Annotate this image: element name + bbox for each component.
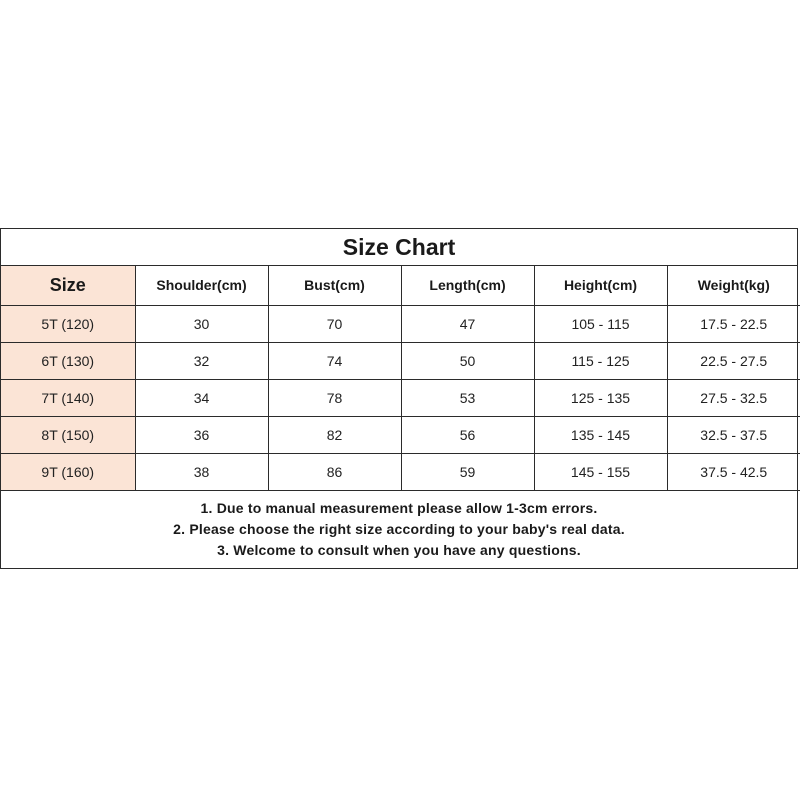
height-cell: 125 - 135 xyxy=(534,379,667,416)
size-chart xyxy=(0,228,798,569)
size-cell: 9T (160) xyxy=(1,453,135,490)
notes xyxy=(1,491,797,561)
weight-cell: 22.5 - 27.5 xyxy=(667,342,800,379)
bust-cell: 78 xyxy=(268,379,401,416)
size-cell: 8T (150) xyxy=(1,416,135,453)
length-cell: 50 xyxy=(401,342,534,379)
column-header-bust: Bust(cm) xyxy=(268,266,401,305)
size-cell: 6T (130) xyxy=(1,342,135,379)
bust-cell: 74 xyxy=(268,342,401,379)
chart-title: Size Chart xyxy=(1,229,797,266)
note-line: 2. Please choose the right size according to your baby's real data. xyxy=(173,520,625,537)
length-cell: 59 xyxy=(401,453,534,490)
weight-cell: 17.5 - 22.5 xyxy=(667,305,800,342)
height-cell: 145 - 155 xyxy=(534,453,667,490)
weight-cell: 32.5 - 37.5 xyxy=(667,416,800,453)
size-table xyxy=(1,266,800,491)
column-header-height: Height(cm) xyxy=(534,266,667,305)
column-header-weight: Weight(kg) xyxy=(667,266,800,305)
table-row xyxy=(1,416,800,453)
size-cell: 5T (120) xyxy=(1,305,135,342)
table-header-row xyxy=(1,266,800,305)
length-cell: 53 xyxy=(401,379,534,416)
table-row xyxy=(1,453,800,490)
column-header-length: Length(cm) xyxy=(401,266,534,305)
column-header-size: Size xyxy=(1,266,135,305)
bust-cell: 82 xyxy=(268,416,401,453)
length-cell: 47 xyxy=(401,305,534,342)
height-cell: 135 - 145 xyxy=(534,416,667,453)
note-line: 1. Due to manual measurement please allow 1-3cm errors. xyxy=(200,499,598,516)
column-header-shoulder: Shoulder(cm) xyxy=(135,266,268,305)
length-cell: 56 xyxy=(401,416,534,453)
table-row xyxy=(1,342,800,379)
height-cell: 115 - 125 xyxy=(534,342,667,379)
table-row xyxy=(1,305,800,342)
note-line: 3. Welcome to consult when you have any questions. xyxy=(217,541,581,558)
shoulder-cell: 38 xyxy=(135,453,268,490)
bust-cell: 70 xyxy=(268,305,401,342)
size-cell: 7T (140) xyxy=(1,379,135,416)
height-cell: 105 - 115 xyxy=(534,305,667,342)
table-row xyxy=(1,379,800,416)
shoulder-cell: 30 xyxy=(135,305,268,342)
bust-cell: 86 xyxy=(268,453,401,490)
shoulder-cell: 32 xyxy=(135,342,268,379)
weight-cell: 27.5 - 32.5 xyxy=(667,379,800,416)
shoulder-cell: 36 xyxy=(135,416,268,453)
weight-cell: 37.5 - 42.5 xyxy=(667,453,800,490)
shoulder-cell: 34 xyxy=(135,379,268,416)
